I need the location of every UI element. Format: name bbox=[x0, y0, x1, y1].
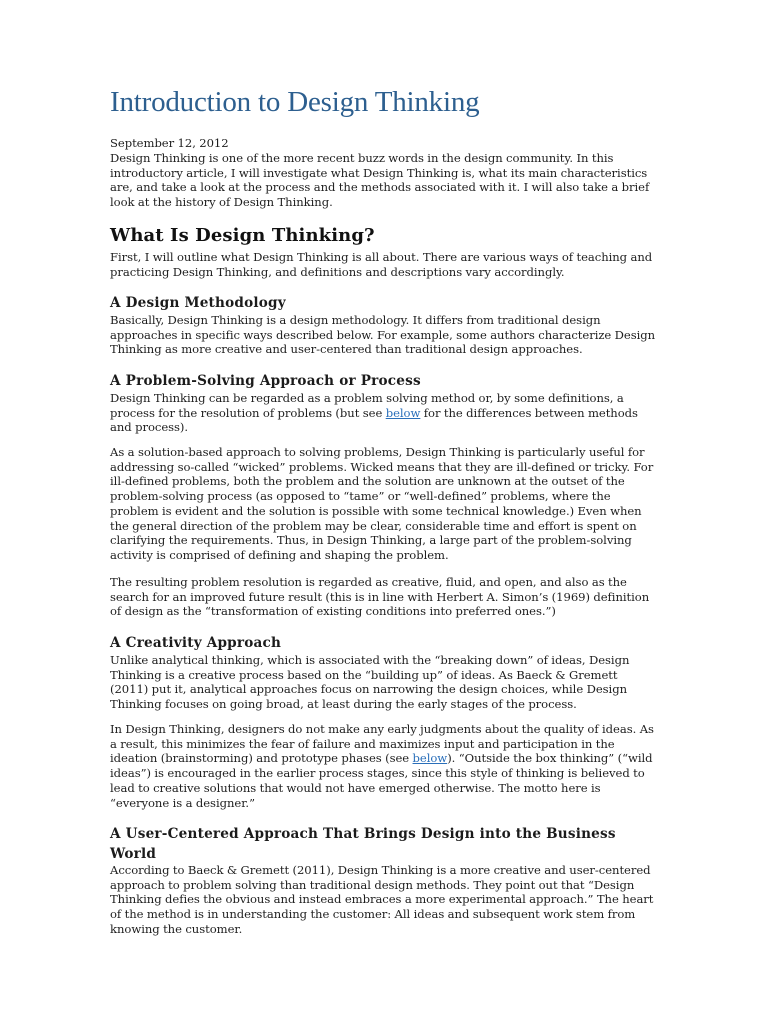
intro-paragraph: Design Thinking is one of the more recent buzz words in the design community. In this introductory article, I will investigate what Design Thinking is, what its main characteristics are, and take a look at the process and the methods associated with it. I will also take a brief look at the history of Design Thinking. bbox=[110, 151, 650, 210]
below-link[interactable]: below bbox=[412, 751, 448, 766]
article-title: Introduction to Design Thinking bbox=[110, 86, 480, 118]
below-link[interactable]: below bbox=[385, 405, 421, 420]
what-is-paragraph: First, I will outline what Design Thinking is all about. There are various ways of teaching and practicing Design Thinking, and definitions and descriptions vary accordingly. bbox=[110, 250, 653, 279]
user-centered-paragraph: According to Baeck & Gremett (2011), Design Thinking is a more creative and user-centered approach to problem solving than traditional design methods. They point out that “Design Thinking defies the obvious and instead embraces a more experimental approach.” The heart of the method is in understanding the customer: All ideas and subsequent work stem from knowing the customer. bbox=[110, 863, 654, 936]
text-run: Design Thinking can be regarded as a problem solving method or, by some definitions, a process for the resolution of problems (but see bbox=[110, 391, 624, 420]
text-run: for the differences between methods and process). bbox=[110, 405, 638, 435]
creativity-paragraph-1: Unlike analytical thinking, which is associated with the “breaking down” of ideas, Design Thinking is a creative process based on the “building up” of ideas. As Baeck & Gremett (2011) put it, analytical approaches focus on narrowing the design choices, while Design Thinking focuses on going broad, at least during the early stages of the process. bbox=[110, 653, 630, 712]
text-run: In Design Thinking, designers do not make any early judgments about the quality of ideas. As a result, this minimizes the fear of failure and maximizes input and participation in the ideation (brainstorming) and prototype phases (see bbox=[110, 722, 654, 766]
problem-solving-paragraph-3: The resulting problem resolution is regarded as creative, fluid, and open, and also as the search for an improved future result (this is in line with Herbert A. Simon’s (1969) definition of design as the “transformation of existing conditions into preferred ones.”) bbox=[110, 575, 650, 619]
problem-solving-paragraph-1 bbox=[110, 391, 658, 435]
date-text: September 12, 2012 bbox=[110, 136, 229, 150]
subsection-heading-methodology: A Design Methodology bbox=[110, 295, 286, 311]
problem-solving-paragraph-2: As a solution-based approach to solving problems, Design Thinking is particularly useful for addressing so-called “wicked” problems. Wicked means that they are ill-defined or tricky. For ill-defined problems, both the problem and the solution are unknown at the outset of the problem-solving process (as opposed to “tame” or “well-defined” problems, where the problem is evident and the solution is possible with some technical knowledge.) Even when the general direction of the problem may be clear, considerable time and effort is spent on clarifying the requirements. Thus, in Design Thinking, a large part of the problem-solving activity is comprised of defining and shaping the problem. bbox=[110, 445, 654, 562]
subsection-heading-user-centered: A User-Centered Approach That Brings Design into the Business World bbox=[110, 826, 616, 862]
article-date bbox=[110, 136, 658, 151]
text-run: ). “Outside the box thinking” (“wild ideas”) is encouraged in the earlier process stages, since this style of thinking is believed to lead to creative solutions that would not have emerged otherwise. The motto here is “everyone is a designer.” bbox=[110, 751, 653, 810]
subsection-heading-creativity: A Creativity Approach bbox=[110, 635, 282, 651]
creativity-paragraph-2 bbox=[110, 722, 658, 810]
methodology-paragraph: Basically, Design Thinking is a design methodology. It differs from traditional design approaches in specific ways described below. For example, some authors characterize Design Thinking as more creative and user-centered than traditional design approaches. bbox=[110, 313, 656, 357]
subsection-heading-problem-solving: A Problem-Solving Approach or Process bbox=[110, 373, 421, 389]
section-heading-what-is: What Is Design Thinking? bbox=[110, 225, 375, 246]
